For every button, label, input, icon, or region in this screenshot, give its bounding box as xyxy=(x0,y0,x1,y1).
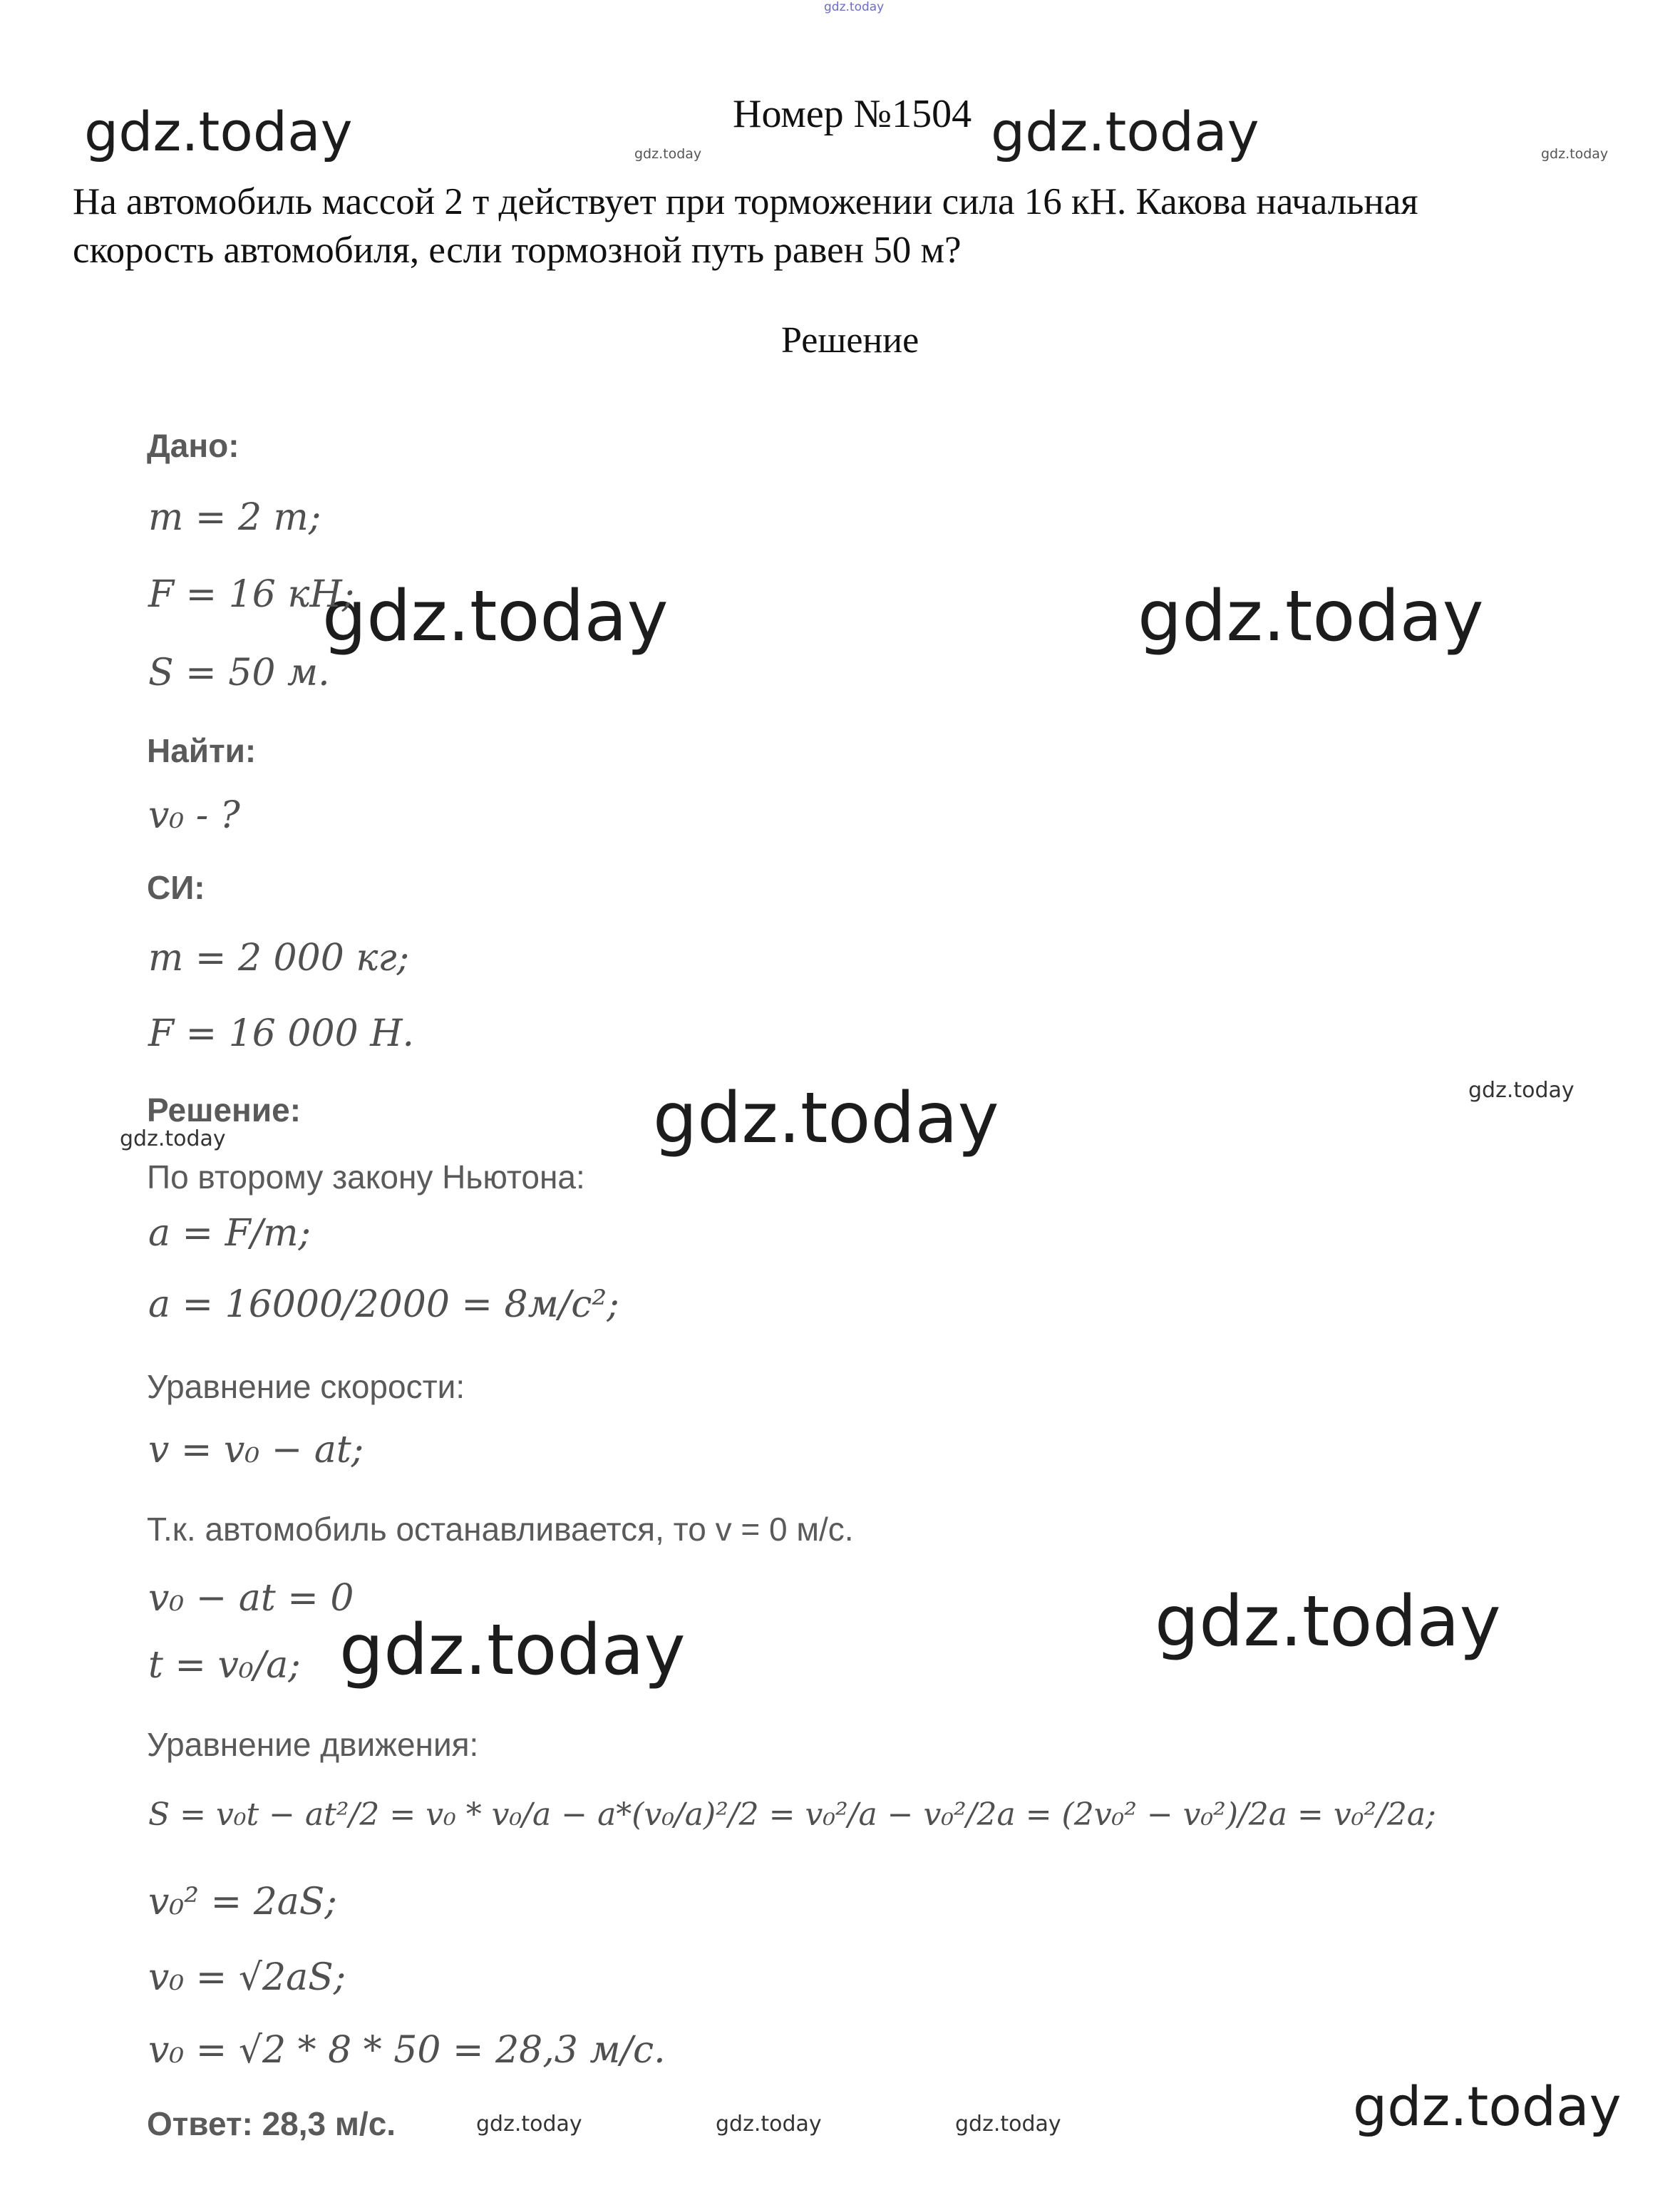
watermark: gdz.today xyxy=(653,1078,999,1159)
given-distance: S = 50 м. xyxy=(148,652,330,694)
find-v0: v₀ - ? xyxy=(148,794,240,837)
velocity-equation: v = v₀ − at; xyxy=(148,1429,364,1471)
formula-a-value: a = 16000/2000 = 8м/с²; xyxy=(148,1283,619,1326)
watermark: gdz.today xyxy=(716,2112,822,2137)
watermark: gdz.today xyxy=(1541,146,1609,162)
watermark: gdz.today xyxy=(84,100,353,163)
given-label: Дано: xyxy=(147,427,239,464)
watermark: gdz.today xyxy=(1353,2075,1622,2138)
si-force: F = 16 000 Н. xyxy=(148,1012,415,1055)
watermark: gdz.today xyxy=(634,146,702,162)
watermark: gdz.today xyxy=(1138,576,1484,657)
si-label: СИ: xyxy=(147,869,205,906)
watermark: gdz.today xyxy=(476,2112,582,2137)
watermark: gdz.today xyxy=(1468,1078,1575,1103)
watermark: gdz.today xyxy=(991,100,1259,163)
formula-a: a = F/m; xyxy=(148,1212,311,1255)
equation-4: v₀ = √2aS; xyxy=(148,1956,346,1999)
watermark: gdz.today xyxy=(955,2112,1061,2137)
equation-5: v₀ = √2 * 8 * 50 = 28,3 м/с. xyxy=(148,2029,666,2072)
equation-2: t = v₀/a; xyxy=(148,1644,301,1687)
watermark: gdz.today xyxy=(322,576,669,657)
equation-3: v₀² = 2aS; xyxy=(148,1881,337,1923)
watermark: gdz.today xyxy=(1155,1581,1501,1662)
given-force: F = 16 кН; xyxy=(148,573,355,616)
watermark: gdz.today xyxy=(339,1610,686,1691)
problem-line-2: скорость автомобиля, если тормозной путь равен 50 м? xyxy=(73,230,962,271)
solution-heading: Решение xyxy=(781,320,919,361)
velocity-equation-label: Уравнение скорости: xyxy=(147,1368,465,1405)
problem-line-1: На автомобиль массой 2 т действует при торможении сила 16 кН. Какова начальная xyxy=(73,181,1418,222)
answer: Ответ: 28,3 м/с. xyxy=(147,2105,396,2142)
given-mass: m = 2 т; xyxy=(148,496,321,539)
watermark-top: gdz.today xyxy=(824,0,885,14)
motion-equation-label: Уравнение движения: xyxy=(147,1726,479,1763)
motion-equation: S = v₀t − at²/2 = v₀ * v₀/a − a*(v₀/a)²/2 = v₀²/a − v₀²/2a = (2v₀² − v₀²)/2a = v₀²/2a; xyxy=(148,1797,1436,1833)
watermark: gdz.today xyxy=(120,1126,226,1151)
page-title: Номер №1504 xyxy=(733,92,972,136)
find-label: Найти: xyxy=(147,732,257,769)
stop-note: Т.к. автомобиль останавливается, то v = 0 м/с. xyxy=(147,1511,854,1548)
solution-label: Решение: xyxy=(147,1091,302,1129)
si-mass: m = 2 000 кг; xyxy=(148,937,410,980)
newton-law: По второму закону Ньютона: xyxy=(147,1158,585,1196)
equation-1: v₀ − at = 0 xyxy=(148,1577,354,1620)
